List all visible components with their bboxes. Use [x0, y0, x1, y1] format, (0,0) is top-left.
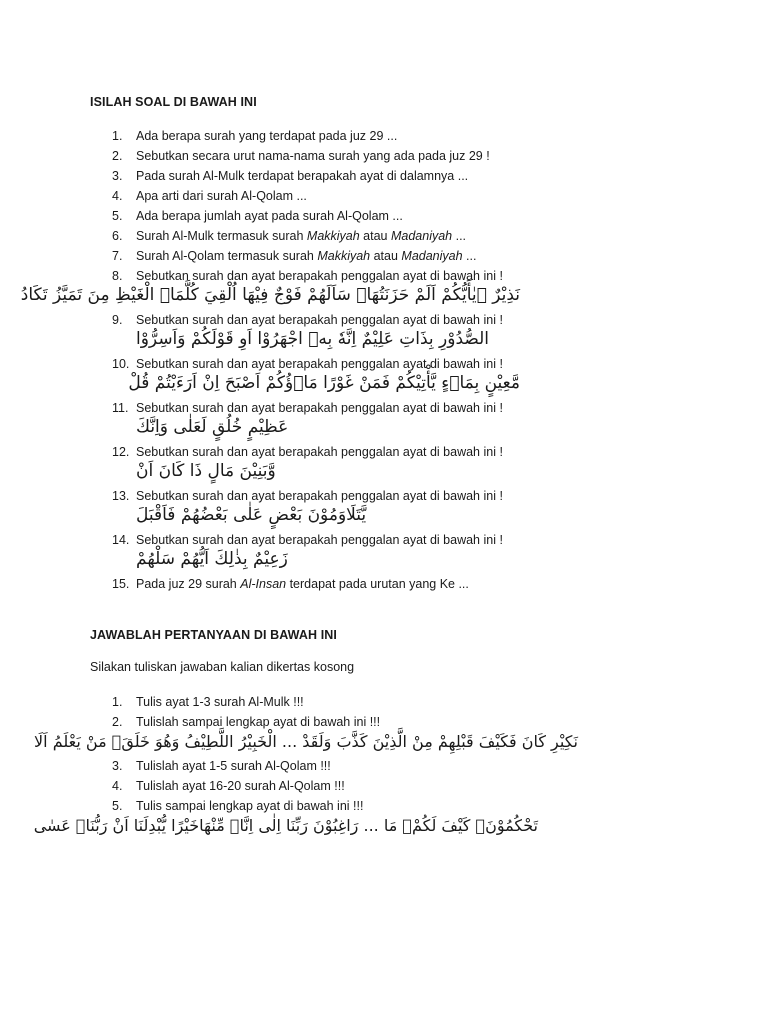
question-number: 5.: [112, 209, 123, 223]
question-number: 10.: [112, 357, 130, 371]
arabic-line: عَظِيْمٍ خُلُقٍ لَعَلٰى وَاِنَّكَ: [136, 417, 289, 437]
question-number: 14.: [112, 533, 130, 547]
text-part: Surah Al-Qolam termasuk surah: [136, 249, 318, 263]
question-number: 2.: [112, 149, 123, 163]
question-text: Sebutkan surah dan ayat berapakah penggalan ayat di bawah ini !: [136, 401, 503, 415]
arabic-excerpt: مَّعِيْنٍ بِمَاۤءٍ يَّأْتِيْكُمْ فَمَنْ غَوْرًا مَاۤؤُكُمْ اَصْبَحَ اِنْ اَرَءَيْتُمْ قُلْ: [128, 373, 520, 393]
text-part: ...: [462, 249, 477, 263]
section1-title: ISILAH SOAL DI BAWAH INI: [90, 95, 257, 109]
question-number: 13.: [112, 489, 130, 503]
emphasis-term: Al-Insan: [240, 577, 287, 591]
task-number: 5.: [112, 799, 123, 813]
question-text: Ada berapa jumlah ayat pada surah Al-Qolam ...: [136, 209, 403, 223]
instruction-text: Silakan tuliskan jawaban kalian dikertas kosong: [90, 660, 355, 674]
question-number: 7.: [112, 249, 123, 263]
question-number: 4.: [112, 189, 123, 203]
emphasis-term: Makkiyah: [317, 249, 371, 263]
text-part: atau: [359, 229, 391, 243]
question-text: [136, 228, 466, 244]
question-text: Ada berapa surah yang terdapat pada juz 29 ...: [136, 129, 398, 143]
text-part: terdapat pada urutan yang Ke ...: [286, 577, 469, 591]
question-text: Apa arti dari surah Al-Qolam ...: [136, 189, 307, 203]
text-part: Pada juz 29 surah: [136, 577, 241, 591]
question-number: 9.: [112, 313, 123, 327]
task-number: 4.: [112, 779, 123, 793]
question-number: 6.: [112, 229, 123, 243]
question-text: Sebutkan surah dan ayat berapakah penggalan ayat di bawah ini !: [136, 445, 503, 459]
arabic-excerpt: الصُّدُوْرِ بِذَاتِ عَلِيْمٌ اِنَّهٗ بِهٖ اجْهَرُوْا اَوِ قَوْلَكُمْ وَاَسِرُّوْا: [136, 329, 490, 349]
question-text: Sebutkan surah dan ayat berapakah penggalan ayat di bawah ini !: [136, 269, 503, 283]
arabic-line: يَّتَلَاوَمُوْنَ بَعْضٍ عَلٰى بَعْضُهُمْ فَاَقْبَلَ: [136, 505, 367, 525]
arabic-excerpt: تَحْكُمُوْنَۚ كَيْفَ لَكُمْۗ مَا ... رَاغِبُوْنَ رَبِّنَا اِلٰى اِنَّاۤ مِّنْهَاخَيْرًا يُّبْدِلَنَا اَنْ رَبُّنَاۤ عَسٰى: [33, 816, 538, 835]
question-number: 3.: [112, 169, 123, 183]
emphasis-term: Madaniyah: [401, 249, 463, 263]
task-text: Tulislah ayat 16-20 surah Al-Qolam !!!: [136, 779, 345, 793]
question-text: Sebutkan surah dan ayat berapakah penggalan ayat di bawah ini !: [136, 533, 503, 547]
question-text: [136, 248, 476, 264]
arabic-excerpt: نَذِيْرٌ ۙيٰأَيُّكُمْ اَلَمْ حَزَنَتُهَاۤ سَاَلَهُمْ فَوْجٌ فِيْهَا اُلْقِيَ كُلَّمَاۤ الْغَيْظِ مِنَ تَمَيَّزُ تَكَادُ: [20, 285, 520, 305]
question-number: 11.: [112, 401, 129, 415]
question-number: 15.: [112, 577, 130, 591]
task-number: 2.: [112, 715, 123, 729]
task-text: Tulis ayat 1-3 surah Al-Mulk !!!: [136, 695, 304, 709]
emphasis-term: Makkiyah: [306, 229, 360, 243]
arabic-line: زَعِيْمٌ بِذٰلِكَ اَيُّهُمْ سَلْهُمْ: [136, 549, 288, 569]
question-number: 1.: [112, 129, 123, 143]
question-text: Sebutkan secara urut nama-nama surah yang ada pada juz 29 !: [136, 149, 490, 163]
question-text: Pada surah Al-Mulk terdapat berapakah ayat di dalamnya ...: [136, 169, 469, 183]
task-number: 1.: [112, 695, 123, 709]
question-text: [136, 576, 469, 592]
question-text: Sebutkan surah dan ayat berapakah penggalan ayat di bawah ini !: [136, 313, 503, 327]
question-text: Sebutkan surah dan ayat berapakah penggalan ayat di bawah ini !: [136, 489, 503, 503]
text-part: atau: [370, 249, 402, 263]
arabic-excerpt: نَكِيْرِ كَانَ فَكَيْفَ قَبْلِهِمْ مِنْ الَّذِيْنَ كَذَّبَ وَلَقَدْ ... الْخَبِيْرُ اللَّطِيْفُ وَهُوَ خَلَقَۗ مَنْ يَعْلَمُ اَلَا: [34, 732, 578, 751]
text-part: Surah Al-Mulk termasuk surah: [136, 229, 307, 243]
question-number: 8.: [112, 269, 123, 283]
text-part: ...: [452, 229, 467, 243]
question-text: Sebutkan surah dan ayat berapakah penggalan ayat di bawah ini !: [136, 357, 503, 371]
question-number: 12.: [112, 445, 130, 459]
task-text: Tulislah sampai lengkap ayat di bawah ini !!!: [136, 715, 381, 729]
arabic-line: وَّبَنِيْنَ مَالٍ ذَا كَانَ اَنْ: [136, 461, 276, 481]
task-number: 3.: [112, 759, 123, 773]
section2-title: JAWABLAH PERTANYAAN DI BAWAH INI: [90, 628, 337, 642]
task-text: Tulislah ayat 1-5 surah Al-Qolam !!!: [136, 759, 331, 773]
task-text: Tulis sampai lengkap ayat di bawah ini !!!: [136, 799, 364, 813]
emphasis-term: Madaniyah: [390, 229, 453, 243]
